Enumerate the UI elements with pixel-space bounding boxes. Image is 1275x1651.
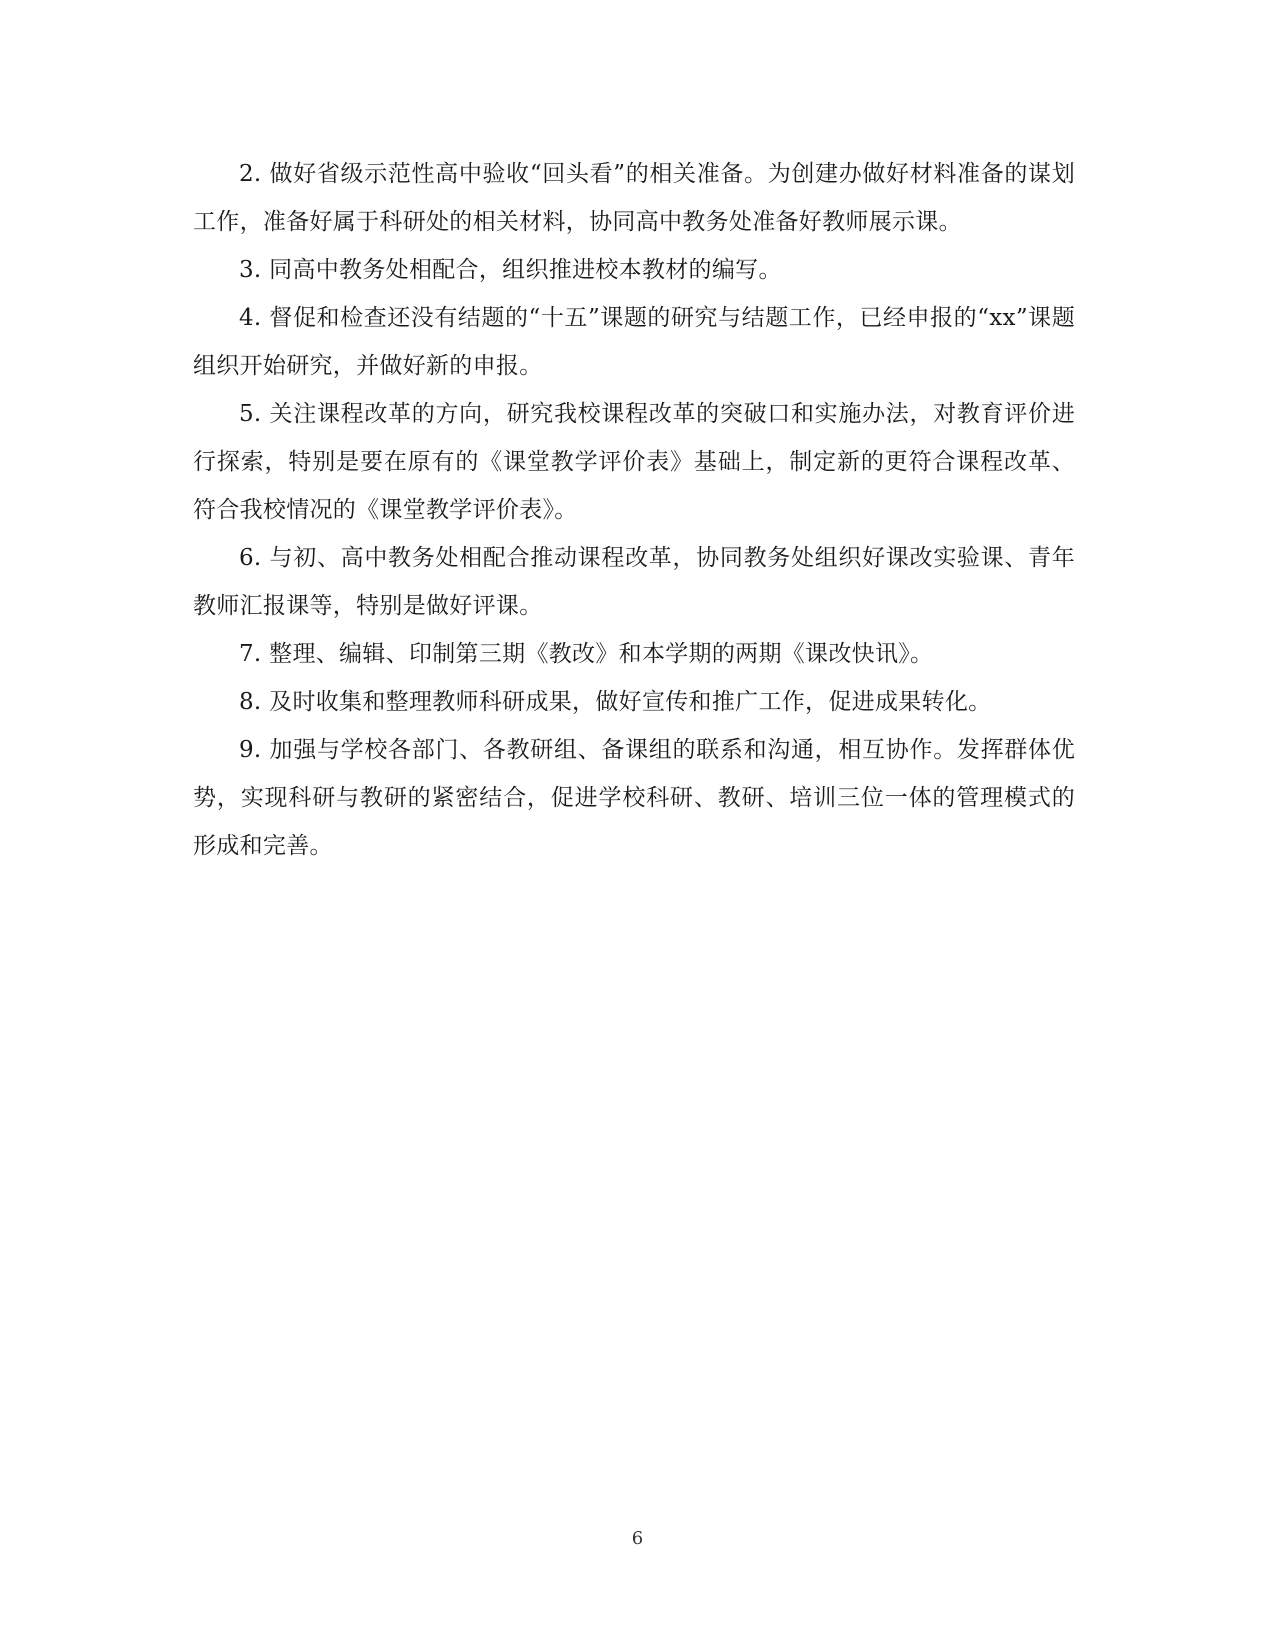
paragraph-item-2: 2. 做好省级示范性高中验收“回头看”的相关准备。为创建办做好材料准备的谋划工作，准备好属于科研处的相关材料，协同高中教务处准备好教师展示课。 bbox=[193, 161, 1075, 235]
paragraph-item-6: 6. 与初、高中教务处相配合推动课程改革，协同教务处组织好课改实验课、青年教师汇报课等，特别是做好评课。 bbox=[193, 545, 1075, 619]
paragraph-item-8: 8. 及时收集和整理教师科研成果，做好宣传和推广工作，促进成果转化。 bbox=[239, 689, 992, 715]
paragraph-item-5: 5. 关注课程改革的方向，研究我校课程改革的突破口和实施办法，对教育评价进行探索，特别是要在原有的《课堂教学评价表》基础上，制定新的更符合课程改革、符合我校情况的《课堂教学评价表》。 bbox=[193, 401, 1075, 523]
paragraph-item-3: 3. 同高中教务处相配合，组织推进校本教材的编写。 bbox=[239, 257, 782, 283]
page-number: 6 bbox=[631, 1528, 644, 1549]
document-body bbox=[193, 150, 1075, 870]
paragraph-item-7: 7. 整理、编辑、印制第三期《教改》和本学期的两期《课改快讯》。 bbox=[239, 641, 934, 667]
paragraph-item-4: 4. 督促和检查还没有结题的“十五”课题的研究与结题工作，已经申报的“xx”课题组织开始研究，并做好新的申报。 bbox=[193, 305, 1075, 379]
paragraph-item-9: 9. 加强与学校各部门、各教研组、备课组的联系和沟通，相互协作。发挥群体优势，实现科研与教研的紧密结合，促进学校科研、教研、培训三位一体的管理模式的形成和完善。 bbox=[193, 737, 1075, 859]
